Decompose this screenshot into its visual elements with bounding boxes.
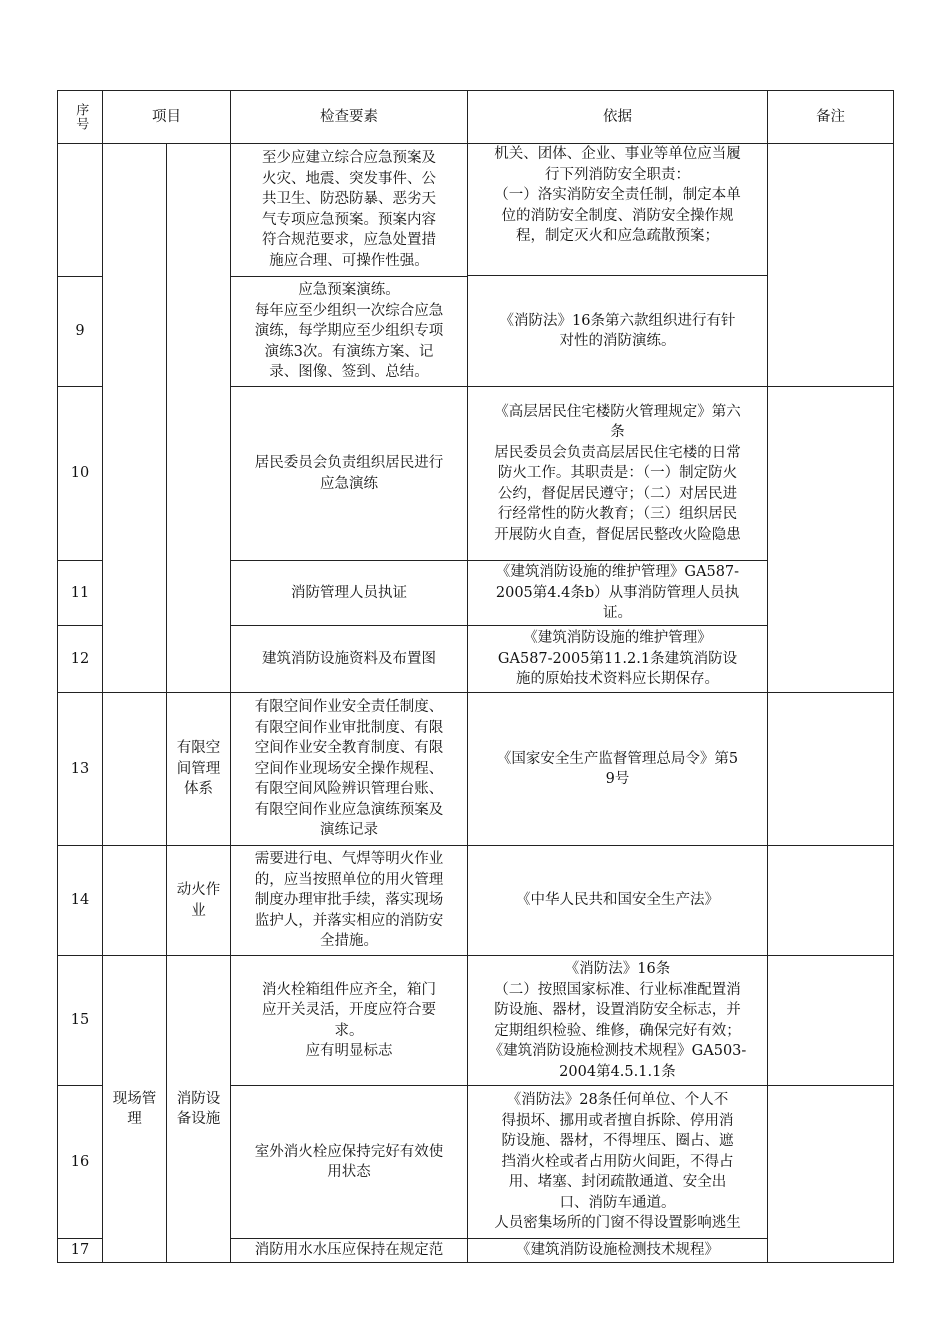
- row-check: 消火栓箱组件应齐全，箱门 应开关灵活，开度应符合要 求。 应有明显标志: [231, 956, 468, 1086]
- row-item-blank: [103, 693, 167, 846]
- row-no: 9: [58, 276, 103, 386]
- header-basis: 依据: [468, 91, 768, 144]
- row-item-blank: [103, 144, 167, 693]
- row-basis: 《消防法》16条 （二）按照国家标准、行业标准配置消 防设施、器材，设置消防安全标志，并 定期组织检验、维修，确保完好有效； 《建筑消防设施检测技术规程》GA503- 2004第4.5.1.1条: [468, 956, 768, 1086]
- row-check: 建筑消防设施资料及布置图: [231, 626, 468, 693]
- table-row: [58, 144, 894, 277]
- table-row: [58, 956, 894, 1086]
- table-row: [58, 846, 894, 956]
- row-remark: [768, 387, 894, 693]
- row-basis: 《建筑消防设施检测技术规程》: [468, 1239, 768, 1263]
- row-check: 有限空间作业安全责任制度、 有限空间作业审批制度、有限 空间作业安全教育制度、有限 空间作业现场安全操作规程、 有限空间风险辨识管理台账、 有限空间作业应急演练预案及 演练记录: [231, 693, 468, 846]
- row-check: 室外消火栓应保持完好有效使 用状态: [231, 1086, 468, 1239]
- row-basis: 《消防法》28条任何单位、个人不 得损坏、挪用或者擅自拆除、停用消 防设施、器材，不得埋压、圈占、遮 挡消火栓或者占用防火间距，不得占 用、堵塞、封闭疏散通道、安全出 口、消防车通道。 人员密集场所的门窗不得设置影响逃生: [468, 1086, 768, 1239]
- row-no: 13: [58, 693, 103, 846]
- row-sub-item: 动火作 业: [167, 846, 231, 956]
- row-basis: 《中华人民共和国安全生产法》: [468, 846, 768, 956]
- table-header-row: [58, 91, 894, 144]
- table-row: [58, 693, 894, 846]
- header-check: 检查要素: [231, 91, 468, 144]
- header-remark: 备注: [768, 91, 894, 144]
- row-item-blank: [103, 846, 167, 956]
- row-check: 应急预案演练。 每年应至少组织一次综合应急 演练，每学期应至少组织专项 演练3次。有演练方案、记 录、图像、签到、总结。: [231, 276, 468, 386]
- row-sub-item: 消防设 备设施: [167, 956, 231, 1263]
- row-remark: [768, 846, 894, 956]
- row-no: 11: [58, 561, 103, 626]
- row-no: 15: [58, 956, 103, 1086]
- row-check: 居民委员会负责组织居民进行 应急演练: [231, 387, 468, 561]
- header-item: 项目: [103, 91, 231, 144]
- row-check: 消防管理人员执证: [231, 561, 468, 626]
- row-basis: 《建筑消防设施的维护管理》GA587- 2005第4.4条b）从事消防管理人员执 证。: [468, 561, 768, 626]
- row-remark: [768, 144, 894, 387]
- row-sub-item: 有限空 间管理 体系: [167, 693, 231, 846]
- row-remark: [768, 956, 894, 1086]
- row-sub-blank: [167, 144, 231, 693]
- header-no: 序号: [58, 91, 103, 144]
- row-check: 需要进行电、气焊等明火作业 的，应当按照单位的用火管理 制度办理审批手续，落实现场 监护人，并落实相应的消防安 全措施。: [231, 846, 468, 956]
- row-remark: [768, 693, 894, 846]
- row-no: 17: [58, 1239, 103, 1263]
- row-basis: 《国家安全生产监督管理总局令》第5 9号: [468, 693, 768, 846]
- row-no: 12: [58, 626, 103, 693]
- row-check: 至少应建立综合应急预案及 火灾、地震、突发事件、公 共卫生、防恐防暴、恶劣天 气专项应急预案。预案内容 符合规范要求，应急处置措 施应合理、可操作性强。: [231, 144, 468, 277]
- row-item: 现场管 理: [103, 956, 167, 1263]
- row-basis: 机关、团体、企业、事业等单位应当履 行下列消防安全职责： （一）洛实消防安全责任制，制定本单 位的消防安全制度、消防安全操作规 程，制定灭火和应急疏散预案；: [468, 144, 767, 276]
- row-no: [58, 144, 103, 277]
- row-basis: 《建筑消防设施的维护管理》 GA587-2005第11.2.1条建筑消防设 施的原始技术资料应长期保存。: [468, 626, 768, 693]
- row-no: 14: [58, 846, 103, 956]
- row-basis: 《消防法》16条第六款组织进行有针 对性的消防演练。: [499, 312, 736, 349]
- row-no: 10: [58, 387, 103, 561]
- inspection-table: [57, 90, 894, 1263]
- row-remark: [768, 1086, 894, 1263]
- row-basis-group: [468, 144, 768, 387]
- row-check: 消防用水水压应保持在规定范: [231, 1239, 468, 1263]
- row-basis: 《高层居民住宅楼防火管理规定》第六 条 居民委员会负责高层居民住宅楼的日常 防火工作。其职责是：（一）制定防火 公约，督促居民遵守；（二）对居民进 行经常性的防火教育；（三）组织居民 开展防火自查，督促居民整改火险隐患: [468, 387, 768, 561]
- row-no: 16: [58, 1086, 103, 1239]
